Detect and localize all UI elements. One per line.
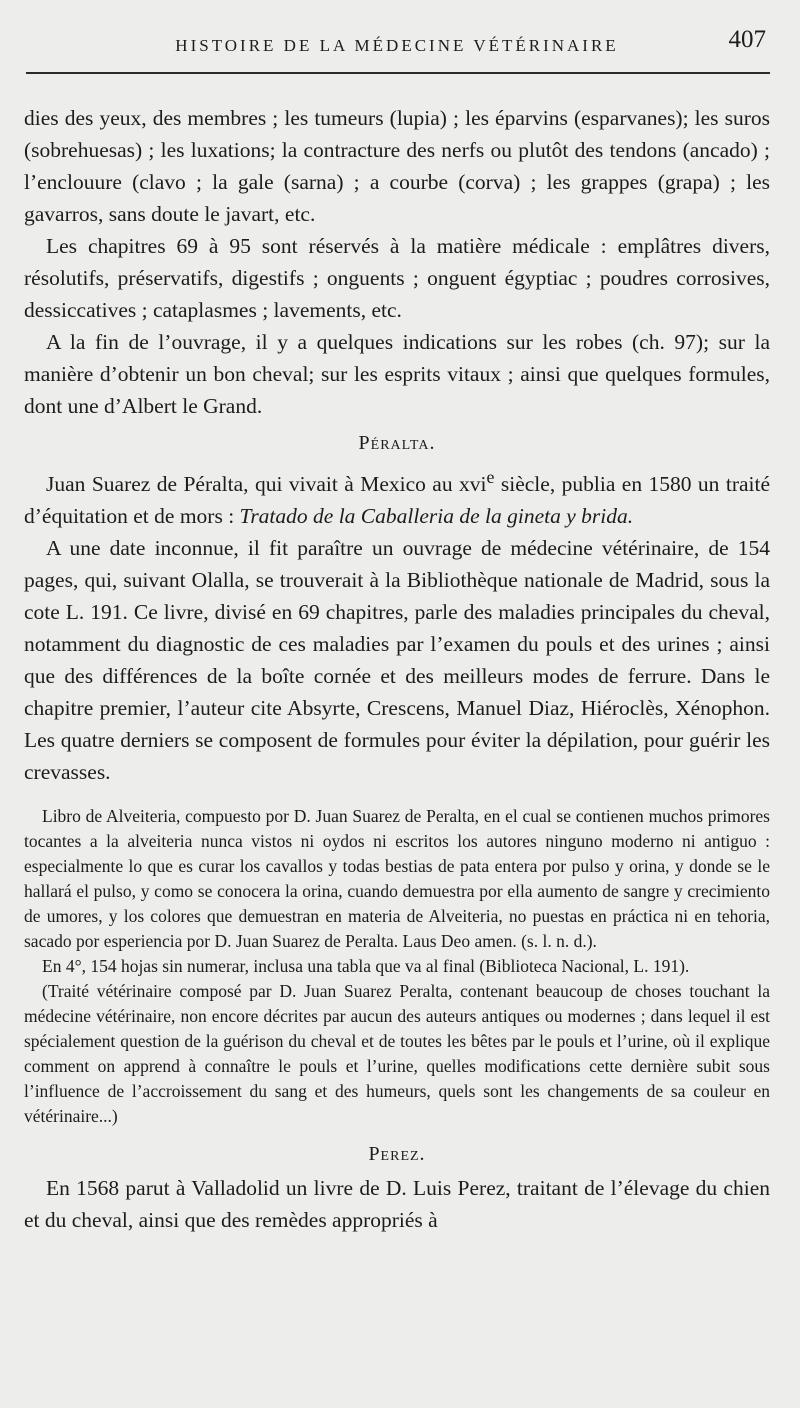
running-head bbox=[24, 26, 770, 62]
intro-paragraph: dies des yeux, des membres ; les tumeurs (lupia) ; les éparvins (esparvanes); les suros (sobrehuesas) ; les luxations; la contracture des nerfs ou plutôt des tendons (ancado) ; l’enclouure (clavo ; la gale (sarna) ; a courbe (corva) ; les grappes (grapa) ; les gavarros, sans doute le javart, etc. bbox=[24, 106, 770, 226]
header-rule bbox=[26, 72, 770, 74]
peralta-p1-text: Juan Suarez de Péralta, qui vivait à Mexico au xvi bbox=[46, 472, 487, 497]
section-heading-peralta: Péralta. bbox=[358, 432, 436, 454]
peralta-paragraph-1 bbox=[24, 461, 770, 532]
fin-ouvrage-paragraph: A la fin de l’ouvrage, il y a quelques indications sur les robes (ch. 97); sur la manière d’obtenir un bon cheval; sur les esprits vitaux ; ainsi que quelques formules, dont une d’Albert le Grand. bbox=[24, 330, 770, 418]
bibliographic-quote bbox=[24, 804, 770, 1129]
quote-format: En 4°, 154 hojas sin numerar, inclusa una tabla que va al final (Biblioteca Nacional, L. 191). bbox=[42, 956, 690, 977]
page-number: 407 bbox=[728, 26, 766, 53]
section-heading-perez: Perez. bbox=[368, 1143, 426, 1166]
century-superscript: e bbox=[486, 467, 495, 487]
book-title-italic: Tratado de la Caballeria de la gineta y brida. bbox=[239, 504, 634, 529]
quote-french-translation: (Traité vétérinaire composé par D. Juan Suarez Peralta, contenant beaucoup de choses touchant la médecine vétérinaire, non encore décrites par aucun des auteurs antiques ou modernes ; dans lequel il est spécialement question de la guérison du cheval et de toutes les bêtes par le pouls et l’urine, où il explique comment on apprend à connaître le pouls et l’urine, quelles modifications cette dernière subit sous l’influence de l’accroissement du sang et des humeurs, quels sont les changements de sa couleur en vétérinaire...) bbox=[24, 981, 770, 1127]
peralta-paragraph-2: A une date inconnue, il fit paraître un ouvrage de médecine vétérinaire, de 154 pages, qui, suivant Olalla, se trouverait à la Bibliothèque nationale de Madrid, sous la cote L. 191. Ce livre, divisé en 69 chapitres, parle des maladies principales du cheval, notamment du diagnostic de ces maladies par l’examen du pouls et des urines ; ainsi que des différences de la boîte cornée et des meilleurs modes de ferrure. Dans le chapitre premier, l’auteur cite Absyrte, Crescens, Manuel Diaz, Hiéroclès, Xénophon. Les quatre derniers se composent de formules pour éviter la dépilation, pour guérir les crevasses. bbox=[24, 536, 770, 785]
quote-spanish-title: Libro de Alveiteria, compuesto por D. Juan Suarez de Peralta, en el cual se contienen muchos primores tocantes a la alveiteria nunca vistos ni oydos ni escritos los autores ninguno moderno ni antiguo : especialmente lo que es curar los cavallos y todas bestias de pata entera por pulso y orina, y donde se le hallará el pulso, y como se conocera la orina, cuando demuestra por ella aumento de sangre y crecimiento de umores, y los colores que demuestran en materia de Alveiteria, no puestas en práctica ni en tehoria, sacado por esperiencia por D. Juan Suarez de Peralta. Laus Deo amen. (s. l. n. d.). bbox=[24, 806, 770, 952]
running-title: HISTOIRE DE LA MÉDECINE VÉTÉRINAIRE bbox=[175, 36, 619, 55]
peralta-p1-middle: siècle, publia en 1580 un traité d’équitation et de mors : bbox=[24, 472, 771, 529]
perez-paragraph: En 1568 parut à Valladolid un livre de D. Luis Perez, traitant de l’élevage du chien et du cheval, ainsi que des remèdes appropriés à bbox=[24, 1176, 770, 1233]
matiere-medicale-paragraph: Les chapitres 69 à 95 sont réservés à la matière médicale : emplâtres divers, résolutifs, préservatifs, digestifs ; onguents ; onguent égyptiac ; poudres corrosives, dessiccatives ; cataplasmes ; lavements, etc. bbox=[24, 234, 770, 322]
